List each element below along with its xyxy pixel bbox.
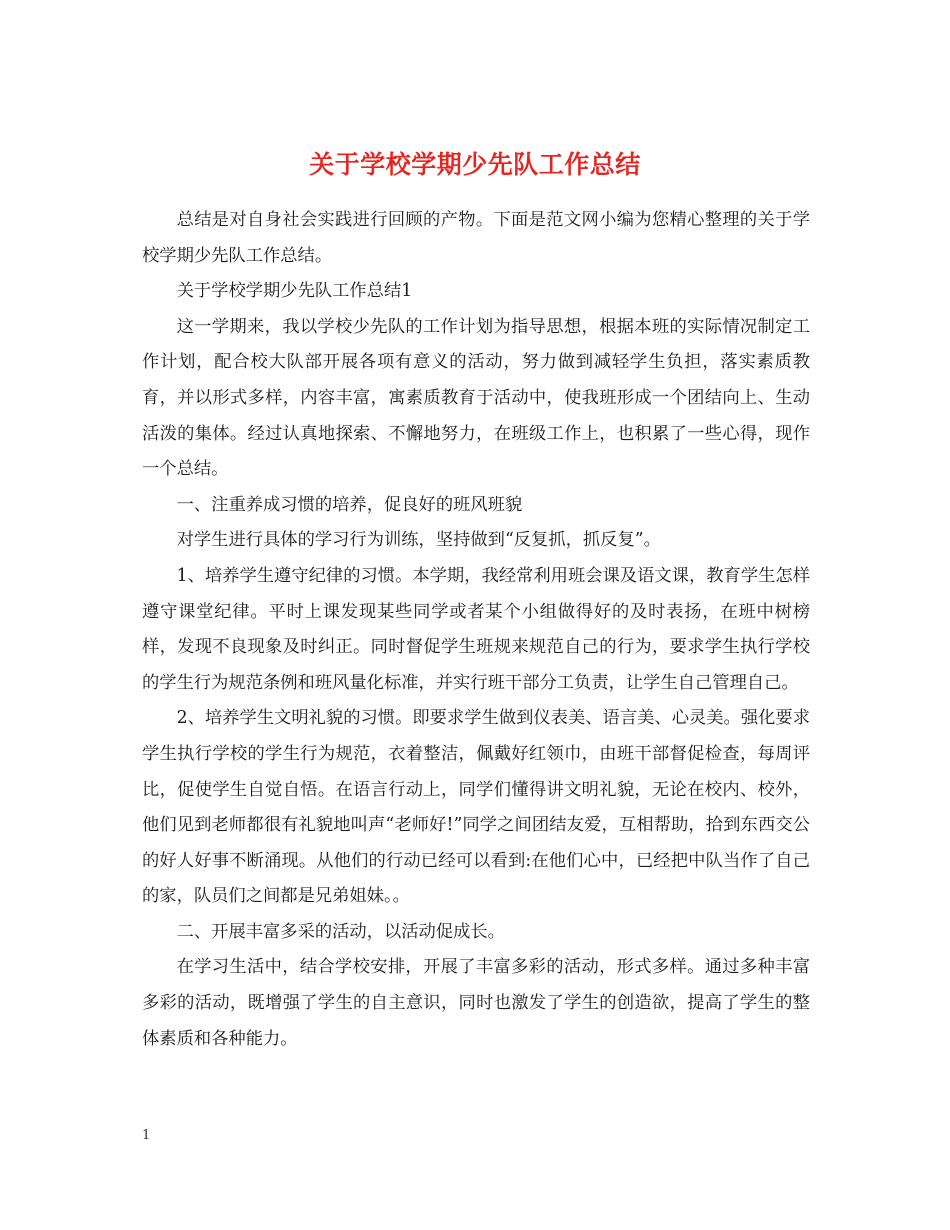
section-heading-activities: 二、开展丰富多采的活动，以活动促成长。 — [176, 921, 505, 942]
paragraph-intro: 总结是对自身社会实践进行回顾的产物。下面是范文网小编为您精心整理的关于学校学期少先队工作总结。 — [142, 210, 810, 266]
document-body — [142, 203, 810, 1057]
paragraph-training: 对学生进行具体的学习行为训练，坚持做到“反复抓，抓反复”。 — [176, 530, 661, 551]
page-number: 1 — [142, 1128, 151, 1143]
paragraph-subtitle: 关于学校学期少先队工作总结1 — [176, 281, 413, 302]
paragraph-overview: 这一学期来，我以学校少先队的工作计划为指导思想，根据本班的实际情况制定工作计划，配合校大队部开展各项有意义的活动，努力做到减轻学生负担，落实素质教育，并以形式多样，内容丰富，寓素质教育于活动中，使我班形成一个团结向上、生动活泼的集体。经过认真地探索、不懈地努力，在班级工作上，也积累了一些心得，现作一个总结。 — [142, 316, 810, 480]
section-heading-habits: 一、注重养成习惯的培养，促良好的班风班貌 — [176, 494, 523, 515]
paragraph-activities: 在学习生活中，结合学校安排，开展了丰富多彩的活动，形式多样。通过多种丰富多彩的活动，既增强了学生的自主意识，同时也激发了学生的创造欲，提高了学生的整体素质和各种能力。 — [142, 957, 810, 1049]
paragraph-courtesy: 2、培养学生文明礼貌的习惯。即要求学生做到仪表美、语言美、心灵美。强化要求学生执行学校的学生行为规范，衣着整洁，佩戴好红领巾，由班干部督促检查，每周评比，促使学生自觉自悟。在语言行动上，同学们懂得讲文明礼貌，无论在校内、校外，他们见到老师都很有礼貌地叫声“老师好!”同学之间团结友爱，互相帮助，拾到东西交公的好人好事不断涌现。从他们的行动已经可以看到:在他们心中，已经把中队当作了自己的家，队员们之间都是兄弟姐妹。。 — [142, 708, 810, 907]
paragraph-discipline: 1、培养学生遵守纪律的习惯。本学期，我经常利用班会课及语文课，教育学生怎样遵守课堂纪律。平时上课发现某些同学或者某个小组做得好的及时表扬，在班中树榜样，发现不良现象及时纠正。同时督促学生班规来规范自己的行为，要求学生执行学校的学生行为规范条例和班风量化标准，并实行班干部分工负责，让学生自己管理自己。 — [142, 565, 810, 693]
document-title: 关于学校学期少先队工作总结 — [309, 149, 641, 179]
